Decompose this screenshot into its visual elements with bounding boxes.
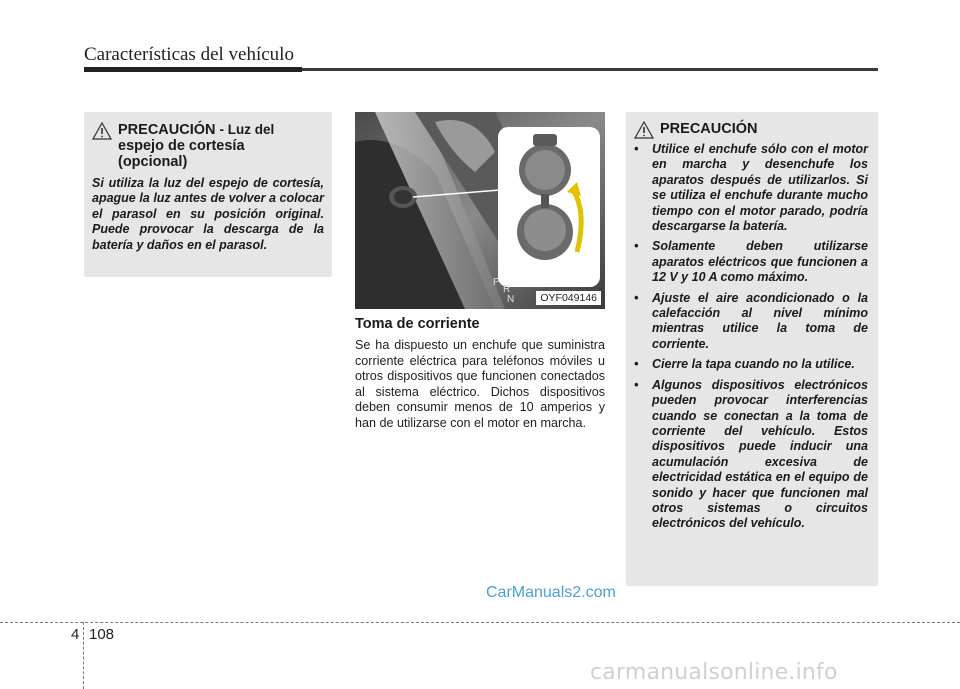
list-item [634,142,868,234]
warning-triangle-icon [634,121,654,139]
list-item [634,357,868,372]
power-outlet-photo [355,112,605,309]
section-number: 4 [71,626,80,643]
page-number: 108 [89,626,115,643]
caution-heading [634,121,868,139]
list-item-text: Cierre la tapa cuando no la utilice. [652,357,855,372]
shift-letter-p: P [493,277,500,288]
footer-divider [0,622,960,623]
bullet-icon: • [634,239,639,254]
bullet-icon: • [634,357,639,372]
caution-title: PRECAUCIÓN [660,121,758,137]
bullet-icon: • [634,290,639,305]
caution-body: Si utiliza la luz del espejo de cortesía, apague la luz antes de volver a colocar el parasol en su posición original. Puede provocar la descarga de la batería y daños en el parasol. [92,176,324,252]
list-item-text: Solamente deben utilizarse aparatos eléctricos que funcionen a 12 V y 10 A como máximo. [652,239,868,285]
caution-heading [92,122,324,170]
bullet-icon: • [634,377,639,392]
section-body: Se ha dispuesto un enchufe que suministra corriente eléctrica para teléfonos móviles u otros dispositivos que funcionen conectados al sistema eléctrico. Dichos dispositivos deben consumir menos de 10 amperios y han de utilizarse con el motor en marcha. [355,338,605,430]
caution-subtitle-line-3: (opcional) [118,154,188,170]
footer-vertical-divider [83,622,84,689]
watermark-link[interactable]: CarManuals2.com [486,584,616,601]
caution-subtitle-line-2: espejo de cortesía [118,138,245,154]
warning-triangle-icon [92,122,112,140]
list-item-text: Ajuste el aire acondicionado o la calefacción al nivel mínimo mientras utilice la toma de corriente. [652,290,868,351]
section-title: Toma de corriente [355,316,480,332]
list-item-text: Utilice el enchufe sólo con el motor en marcha y desenchufe los aparatos después de utilizarlos. Si se utiliza el enchufe durante mucho tiempo con el motor parado, podría descargarse la batería. [652,142,868,234]
caution-label: PRECAUCIÓN [118,122,216,138]
page-header-title: Características del vehículo [84,44,294,65]
site-watermark: carmanualsonline.info [590,660,838,685]
shift-letter-r: R [503,284,511,295]
list-item [634,378,868,532]
caution-title [118,122,274,170]
list-item [634,239,868,285]
list-item-text: Algunos dispositivos electrónicos pueden provocar interferencias cuando se conectan a la toma de corriente del vehículo. Estos dispositivos puede inducir una acumulación excesiva de electricidad estática en el equipo de sonido y hacer que funcionen mal otros sistemas o circuitos electrónicos del vehículo. [652,377,868,531]
bullet-icon: • [634,142,639,156]
header-rule-accent [84,67,302,72]
list-item [634,291,868,353]
caution-subtitle-line-1: - Luz del [219,122,275,137]
caution-box-mirror-light [84,112,332,277]
caution-list [634,142,868,532]
power-outlet-illustration [355,112,605,309]
photo-code: OYF049146 [536,291,601,305]
caution-box-power-outlet [626,112,878,586]
shift-letter-n: N [507,294,515,305]
